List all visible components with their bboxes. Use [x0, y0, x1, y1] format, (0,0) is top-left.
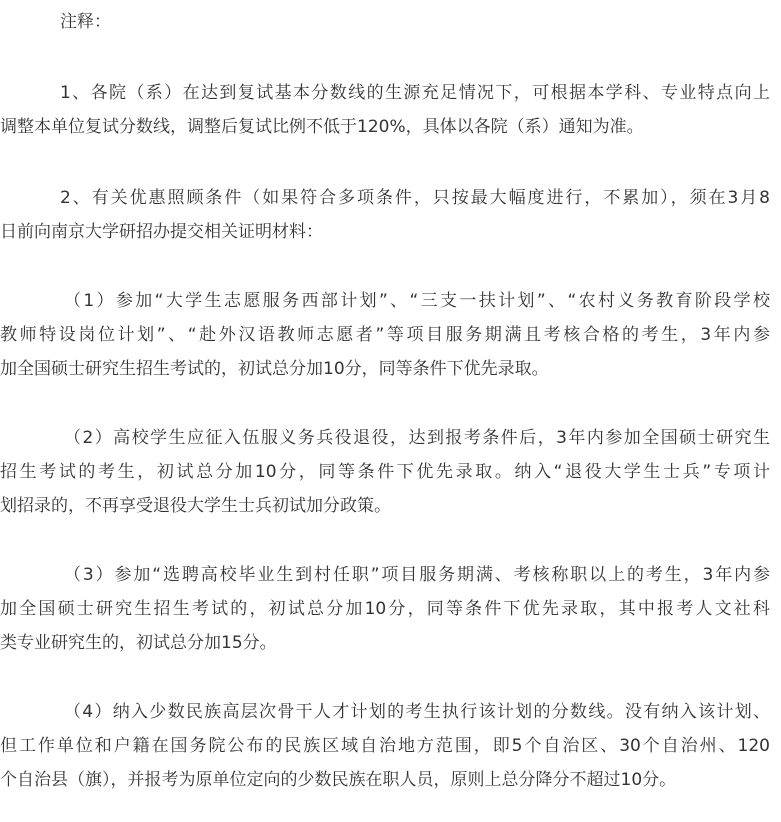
- paragraph-line: 2、有关优惠照顾条件（如果符合多项条件，只按最大幅度进行，不累加），须在3月8: [60, 188, 770, 208]
- paragraph-2: [0, 181, 781, 249]
- paragraph-4: [0, 421, 781, 523]
- paragraph-line: 招生考试的考生，初试总分加10分，同等条件下优先录取。纳入“退役大学生士兵”专项计: [0, 462, 770, 482]
- paragraph-line: （2）高校学生应征入伍服义务兵役退役，达到报考条件后，3年内参加全国硕士研究生: [64, 428, 770, 448]
- paragraph-line: （3）参加“选聘高校毕业生到村任职”项目服务期满、考核称职以上的考生，3年内参: [64, 565, 770, 585]
- paragraph-line: 加全国硕士研究生招生考试的，初试总分加10分，同等条件下优先录取。: [0, 359, 549, 379]
- paragraph-line: 类专业研究生的，初试总分加15分。: [0, 633, 277, 653]
- paragraph-line: 划招录的，不再享受退役大学生士兵初试加分政策。: [0, 496, 391, 516]
- paragraph-line: （4）纳入少数民族高层次骨干人才计划的考生执行该计划的分数线。没有纳入该计划、: [64, 702, 770, 722]
- paragraph-line: （1）参加“大学生志愿服务西部计划”、“三支一扶计划”、“农村义务教育阶段学校: [64, 291, 770, 311]
- paragraph-1: [0, 76, 781, 144]
- note-title: 注释：: [60, 12, 111, 32]
- paragraph-6: [0, 695, 781, 797]
- paragraph-line: 但工作单位和户籍在国务院公布的民族区域自治地方范围，即5个自治区、30个自治州、120: [0, 736, 770, 756]
- paragraph-line: 调整本单位复试分数线，调整后复试比例不低于120%，具体以各院（系）通知为准。: [0, 117, 644, 137]
- paragraph-3: [0, 284, 781, 386]
- paragraph-line: 个自治县（旗），并报考为原单位定向的少数民族在职人员，原则上总分降分不超过10分。: [0, 770, 677, 790]
- paragraph-line: 1、各院（系）在达到复试基本分数线的生源充足情况下，可根据本学科、专业特点向上: [60, 83, 770, 103]
- paragraph-line: 日前向南京大学研招办提交相关证明材料：: [0, 222, 323, 242]
- paragraph-line: 教师特设岗位计划”、“赴外汉语教师志愿者”等项目服务期满且考核合格的考生，3年内参: [0, 325, 770, 345]
- paragraph-5: [0, 558, 781, 660]
- paragraph-line: 加全国硕士研究生招生考试的，初试总分加10分，同等条件下优先录取，其中报考人文社科: [0, 599, 770, 619]
